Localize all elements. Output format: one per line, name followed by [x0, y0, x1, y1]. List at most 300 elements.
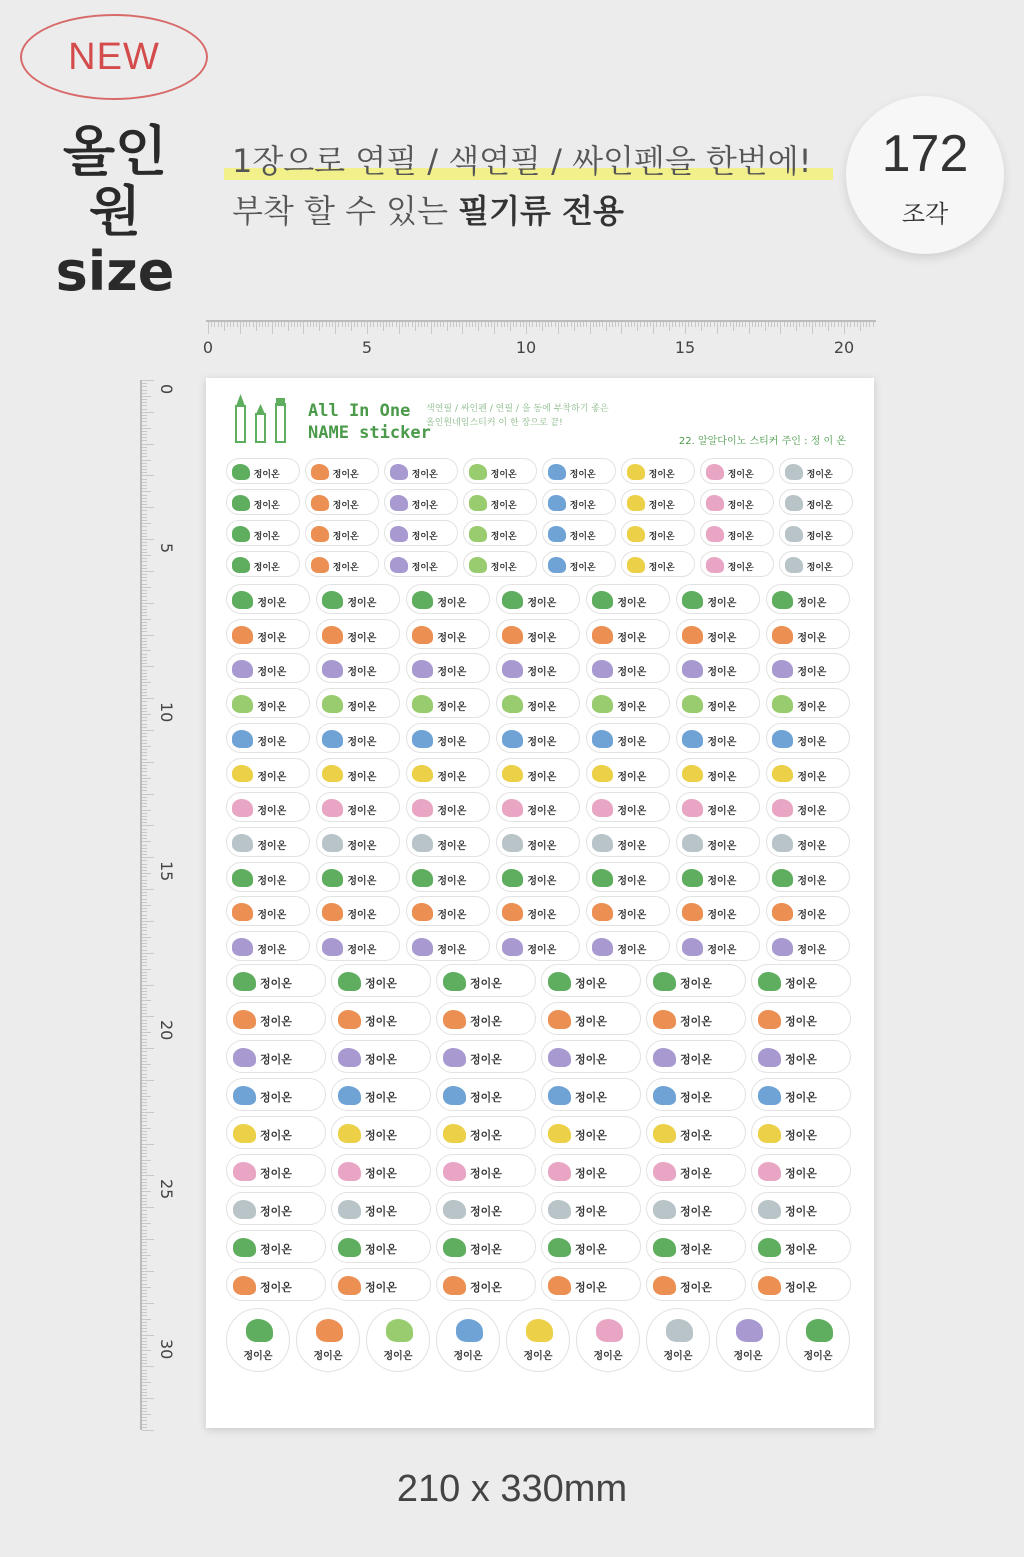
dino-icon	[548, 1162, 571, 1182]
name-sticker	[436, 1154, 536, 1187]
sticker-name-label: 정이온	[437, 632, 467, 644]
ruler-tick	[142, 1376, 147, 1377]
sticker-name-label: 정이온	[469, 1091, 502, 1104]
name-sticker	[786, 1308, 850, 1372]
sticker-name-label: 정이온	[490, 469, 517, 480]
ruler-tick	[208, 322, 209, 334]
name-sticker	[406, 792, 490, 822]
ruler-tick	[551, 322, 552, 327]
dino-icon	[548, 526, 566, 541]
sticker-name-label: 정이온	[617, 875, 647, 887]
ruler-tick	[755, 322, 756, 327]
dino-icon	[502, 834, 523, 852]
ruler-tick	[142, 1341, 147, 1342]
dino-icon	[502, 938, 523, 956]
dino-icon	[390, 464, 408, 479]
dino-icon	[232, 526, 250, 541]
ruler-tick	[405, 322, 406, 327]
ruler-tick	[142, 638, 147, 639]
ruler-tick	[142, 695, 147, 696]
ruler-tick	[142, 504, 147, 505]
sticker-name-label: 정이온	[490, 500, 517, 511]
name-sticker	[331, 1116, 431, 1149]
sticker-name-label: 정이온	[707, 771, 737, 783]
dino-icon	[386, 1319, 413, 1342]
sticker-name-label: 정이온	[259, 1091, 292, 1104]
ruler-tick	[142, 654, 147, 655]
sticker-name-label: 정이온	[469, 1167, 502, 1180]
ruler-tick	[142, 908, 147, 909]
sticker-name-label: 정이온	[259, 1167, 292, 1180]
name-sticker	[436, 1002, 536, 1035]
name-sticker	[646, 1078, 746, 1111]
ruler-tick	[142, 991, 147, 992]
ruler-tick	[679, 322, 680, 327]
ruler-tick	[685, 322, 686, 334]
ruler-tick	[357, 322, 358, 327]
ruler-tick	[142, 854, 147, 855]
dino-icon	[627, 495, 645, 510]
ruler-tick	[142, 1296, 147, 1297]
ruler-tick	[383, 322, 384, 331]
sticker-name-label: 정이온	[784, 1205, 817, 1218]
dino-icon	[322, 903, 343, 921]
ruler-tick	[765, 322, 766, 331]
name-sticker	[586, 896, 670, 926]
ruler-tick	[142, 1010, 147, 1011]
ruler-tick	[142, 390, 147, 391]
ruler-tick	[431, 322, 432, 334]
dino-icon	[682, 834, 703, 852]
ruler-tick	[142, 1230, 147, 1231]
dino-icon	[682, 903, 703, 921]
ruler-tick	[561, 322, 562, 327]
sticker-name-label: 정이온	[411, 469, 438, 480]
sticker-name-label: 정이온	[617, 945, 647, 956]
ruler-tick	[784, 322, 785, 327]
ruler-tick	[142, 915, 147, 916]
dino-icon	[758, 1048, 781, 1068]
dino-icon	[758, 1162, 781, 1182]
ruler-tick	[243, 322, 244, 327]
dino-icon	[338, 1124, 361, 1144]
name-sticker	[226, 1116, 326, 1149]
ruler-tick	[443, 322, 444, 327]
name-sticker	[542, 551, 616, 577]
name-sticker	[779, 458, 853, 484]
ruler-tick	[142, 848, 147, 849]
sheet-description: 색연필 / 싸인펜 / 연필 / 을 동에 부착하기 좋은 올인원네임스티커 이 한 장으로 끝!	[426, 404, 609, 428]
name-sticker	[226, 1040, 326, 1073]
ruler-tick	[437, 322, 438, 327]
name-sticker	[226, 792, 310, 822]
name-sticker	[779, 489, 853, 515]
name-sticker	[406, 758, 490, 788]
dino-icon	[706, 464, 724, 479]
ruler-tick	[262, 322, 263, 327]
name-sticker	[496, 792, 580, 822]
sticker-name-label: 정이온	[574, 1167, 607, 1180]
ruler-tick	[142, 603, 154, 604]
ruler-tick	[567, 322, 568, 327]
dino-icon	[666, 1319, 693, 1342]
ruler-tick	[675, 322, 676, 327]
sticker-name-label: 정이온	[617, 598, 647, 609]
ruler-tick	[361, 322, 362, 327]
ruler-tick	[142, 784, 147, 785]
ruler-tick	[142, 606, 147, 607]
ruler-tick	[142, 1214, 147, 1215]
ruler-tick	[142, 1198, 147, 1199]
sticker-name-label: 정이온	[253, 469, 280, 480]
ruler-tick	[717, 322, 718, 334]
ruler-tick	[142, 514, 147, 515]
dino-icon	[653, 1048, 676, 1068]
sticker-name-label: 정이온	[707, 702, 737, 714]
dino-icon	[785, 495, 803, 510]
ruler-tick	[214, 322, 215, 327]
name-sticker	[541, 964, 641, 997]
ruler-tick	[142, 596, 147, 597]
ruler-tick	[142, 1217, 147, 1218]
dino-icon	[311, 495, 329, 510]
sticker-name-label: 정이온	[257, 667, 287, 679]
ruler-tick	[625, 322, 626, 327]
sticker-name-label: 정이온	[574, 1205, 607, 1218]
ruler-tick	[637, 322, 638, 331]
ruler-tick	[218, 322, 219, 327]
ruler-tick	[669, 322, 670, 331]
ruler-tick	[774, 322, 775, 327]
ruler-tick	[739, 322, 740, 327]
ruler-tick	[142, 491, 151, 492]
ruler-tick	[481, 322, 482, 327]
dino-icon	[322, 591, 343, 609]
sticker-name-label: 정이온	[469, 1243, 502, 1256]
dino-icon	[469, 464, 487, 479]
ruler-tick	[142, 1096, 151, 1097]
ruler-tick	[142, 730, 154, 731]
ruler-tick	[666, 322, 667, 327]
sticker-name-label: 정이온	[257, 840, 287, 852]
ruler-tick	[863, 322, 864, 327]
ruler-tick	[142, 1303, 154, 1304]
name-sticker	[384, 520, 458, 546]
ruler-tick	[240, 322, 241, 334]
dino-icon	[653, 1200, 676, 1220]
ruler-tick	[777, 322, 778, 327]
sticker-name-label: 정이온	[527, 806, 557, 818]
name-sticker	[226, 1078, 326, 1111]
name-sticker	[676, 584, 760, 614]
ruler-tick	[539, 322, 540, 327]
ruler-tick	[142, 1058, 147, 1059]
ruler-tick	[367, 322, 368, 334]
sticker-name-label: 정이온	[259, 977, 292, 990]
ruler-tick	[462, 322, 463, 334]
ruler-tick	[142, 533, 147, 534]
new-badge: NEW	[20, 14, 208, 100]
ruler-tick	[142, 469, 147, 470]
ruler-tick	[142, 1398, 154, 1399]
name-sticker	[496, 688, 580, 718]
sticker-name-label: 정이온	[364, 1205, 397, 1218]
sticker-name-label: 정이온	[663, 1351, 693, 1363]
name-sticker	[541, 1192, 641, 1225]
sticker-name-label: 정이온	[347, 771, 377, 783]
ruler-tick	[142, 393, 147, 394]
name-sticker	[331, 1002, 431, 1035]
ruler-tick	[142, 472, 147, 473]
ruler-tick	[142, 749, 147, 750]
ruler-tick	[504, 322, 505, 327]
ruler-tick	[142, 1220, 147, 1221]
name-sticker	[496, 619, 580, 649]
sticker-name-label: 정이온	[707, 598, 737, 609]
dino-icon	[682, 730, 703, 748]
name-sticker	[496, 723, 580, 753]
sticker-name-label: 정이온	[253, 562, 280, 573]
ruler-tick	[780, 322, 781, 334]
name-sticker	[316, 896, 400, 926]
dino-icon	[502, 626, 523, 644]
sticker-name-label: 정이온	[411, 500, 438, 511]
ruler-tick	[142, 552, 147, 553]
dino-icon	[322, 834, 343, 852]
sticker-name-label: 정이온	[364, 1167, 397, 1180]
sticker-name-label: 정이온	[257, 875, 287, 887]
ruler-tick	[520, 322, 521, 327]
ruler-tick	[532, 322, 533, 327]
dino-icon	[682, 660, 703, 678]
ruler-tick	[142, 1414, 151, 1415]
ruler-tick	[142, 1201, 147, 1202]
sticker-name-label: 정이온	[797, 875, 827, 887]
sticker-name-label: 정이온	[332, 500, 359, 511]
name-sticker	[676, 862, 760, 892]
ruler-tick	[869, 322, 870, 327]
ruler-top-label: 5	[361, 338, 373, 357]
ruler-tick	[373, 322, 374, 327]
ruler-tick	[142, 950, 147, 951]
dino-icon	[785, 526, 803, 541]
dino-icon	[592, 591, 613, 609]
ruler-tick	[142, 1153, 147, 1154]
ruler-tick	[142, 790, 147, 791]
dino-icon	[653, 1010, 676, 1030]
ruler-tick	[142, 431, 147, 432]
sticker-name-label: 정이온	[784, 1281, 817, 1294]
name-sticker	[316, 792, 400, 822]
ruler-tick	[857, 322, 858, 327]
ruler-tick	[345, 322, 346, 327]
ruler-tick	[142, 994, 147, 995]
ruler-tick	[142, 937, 151, 938]
sticker-name-label: 정이온	[347, 806, 377, 818]
ruler-tick	[142, 1309, 147, 1310]
ruler-tick	[628, 322, 629, 327]
sticker-name-label: 정이온	[679, 1053, 712, 1066]
ruler-tick	[793, 322, 794, 327]
sticker-name-label: 정이온	[797, 736, 827, 748]
ruler-left	[140, 380, 156, 1430]
name-sticker	[586, 653, 670, 683]
name-sticker	[226, 827, 310, 857]
ruler-tick	[841, 322, 842, 327]
dino-icon	[502, 695, 523, 713]
name-sticker	[676, 688, 760, 718]
name-sticker	[226, 723, 310, 753]
ruler-tick	[142, 568, 147, 569]
ruler-tick	[142, 1074, 147, 1075]
ruler-tick	[142, 1118, 147, 1119]
ruler-tick	[466, 322, 467, 327]
sticker-name-label: 정이온	[679, 1015, 712, 1028]
dino-icon	[232, 834, 253, 852]
ruler-tick	[142, 921, 154, 922]
name-sticker	[436, 1268, 536, 1301]
sticker-name-label: 정이온	[679, 1281, 712, 1294]
dino-icon	[592, 869, 613, 887]
ruler-tick	[142, 1169, 147, 1170]
ruler-tick	[142, 711, 147, 712]
sticker-name-label: 정이온	[679, 1167, 712, 1180]
ruler-tick	[723, 322, 724, 327]
name-sticker	[226, 688, 310, 718]
ruler-tick	[745, 322, 746, 327]
ruler-tick	[418, 322, 419, 327]
dino-icon	[232, 464, 250, 479]
ruler-tick	[586, 322, 587, 327]
name-sticker	[406, 688, 490, 718]
ruler-tick	[142, 1274, 147, 1275]
ruler-tick	[142, 1382, 151, 1383]
ruler-tick	[142, 622, 147, 623]
dino-icon	[338, 1200, 361, 1220]
name-sticker	[226, 1154, 326, 1187]
sticker-name-label: 정이온	[797, 702, 827, 714]
dino-icon	[758, 1200, 781, 1220]
ruler-tick	[819, 322, 820, 327]
ruler-tick	[332, 322, 333, 327]
dino-icon	[338, 1048, 361, 1068]
sticker-name-label: 정이온	[347, 875, 377, 887]
ruler-tick	[142, 539, 154, 540]
ruler-tick	[142, 924, 147, 925]
dino-icon	[653, 1086, 676, 1106]
sticker-name-label: 정이온	[617, 667, 647, 679]
name-sticker	[586, 931, 670, 961]
sticker-name-label: 정이온	[707, 910, 737, 922]
name-sticker	[226, 931, 310, 961]
ruler-tick	[142, 479, 147, 480]
dino-icon	[233, 1238, 256, 1258]
ruler-tick	[389, 322, 390, 327]
ruler-tick	[142, 705, 147, 706]
ruler-tick	[501, 322, 502, 327]
ruler-tick	[583, 322, 584, 327]
ruler-tick	[555, 322, 556, 327]
name-sticker	[541, 1154, 641, 1187]
ruler-tick	[796, 322, 797, 331]
sticker-name-label: 정이온	[707, 736, 737, 748]
name-sticker	[463, 551, 537, 577]
sticker-name-label: 정이온	[679, 977, 712, 990]
sticker-name-label: 정이온	[784, 1243, 817, 1256]
ruler-tick	[233, 322, 234, 327]
ruler-tick	[142, 1357, 147, 1358]
dino-icon	[592, 626, 613, 644]
name-sticker	[621, 458, 695, 484]
sticker-name-label: 정이온	[527, 598, 557, 609]
ruler-tick	[322, 322, 323, 327]
ruler-tick	[806, 322, 807, 327]
ruler-tick	[507, 322, 508, 327]
sticker-name-label: 정이온	[797, 910, 827, 922]
dino-icon	[627, 526, 645, 541]
ruler-tick	[142, 819, 147, 820]
ruler-tick	[142, 676, 147, 677]
ruler-tick	[596, 322, 597, 327]
ruler-tick	[768, 322, 769, 327]
name-sticker	[576, 1308, 640, 1372]
ruler-tick	[142, 800, 147, 801]
dino-icon	[322, 660, 343, 678]
ruler-tick	[142, 625, 147, 626]
ruler-tick	[142, 1086, 147, 1087]
ruler-tick	[447, 322, 448, 331]
sticker-name-label: 정이온	[648, 500, 675, 511]
ruler-tick	[142, 781, 147, 782]
ruler-tick	[653, 322, 654, 334]
ruler-tick	[142, 1131, 147, 1132]
sticker-name-label: 정이온	[347, 840, 377, 852]
dino-icon	[806, 1319, 833, 1342]
dino-icon	[412, 730, 433, 748]
sticker-name-label: 정이온	[593, 1351, 623, 1363]
ruler-tick	[230, 322, 231, 327]
ruler-tick	[142, 1051, 147, 1052]
ruler-tick	[142, 1004, 147, 1005]
ruler-tick	[142, 1112, 154, 1113]
name-sticker	[586, 688, 670, 718]
ruler-tick	[370, 322, 371, 327]
ruler-tick	[787, 322, 788, 327]
ruler-tick	[644, 322, 645, 327]
ruler-tick	[142, 383, 147, 384]
ruler-tick	[142, 1045, 147, 1046]
ruler-tick	[574, 322, 575, 331]
ruler-tick	[259, 322, 260, 327]
sticker-name-label: 정이온	[437, 702, 467, 714]
ruler-tick	[142, 1029, 147, 1030]
ruler-tick	[142, 857, 154, 858]
ruler-tick	[142, 1140, 147, 1141]
dino-icon	[592, 834, 613, 852]
ruler-tick	[142, 549, 147, 550]
ruler-tick	[142, 460, 151, 461]
ruler-tick	[529, 322, 530, 327]
dino-icon	[412, 765, 433, 783]
sticker-name-label: 정이온	[574, 1129, 607, 1142]
sticker-name-label: 정이온	[364, 1015, 397, 1028]
ruler-tick	[142, 895, 147, 896]
dino-icon	[390, 557, 408, 572]
ruler-tick	[142, 1083, 147, 1084]
dino-icon	[772, 730, 793, 748]
sticker-name-label: 정이온	[332, 562, 359, 573]
ruler-tick	[485, 322, 486, 327]
